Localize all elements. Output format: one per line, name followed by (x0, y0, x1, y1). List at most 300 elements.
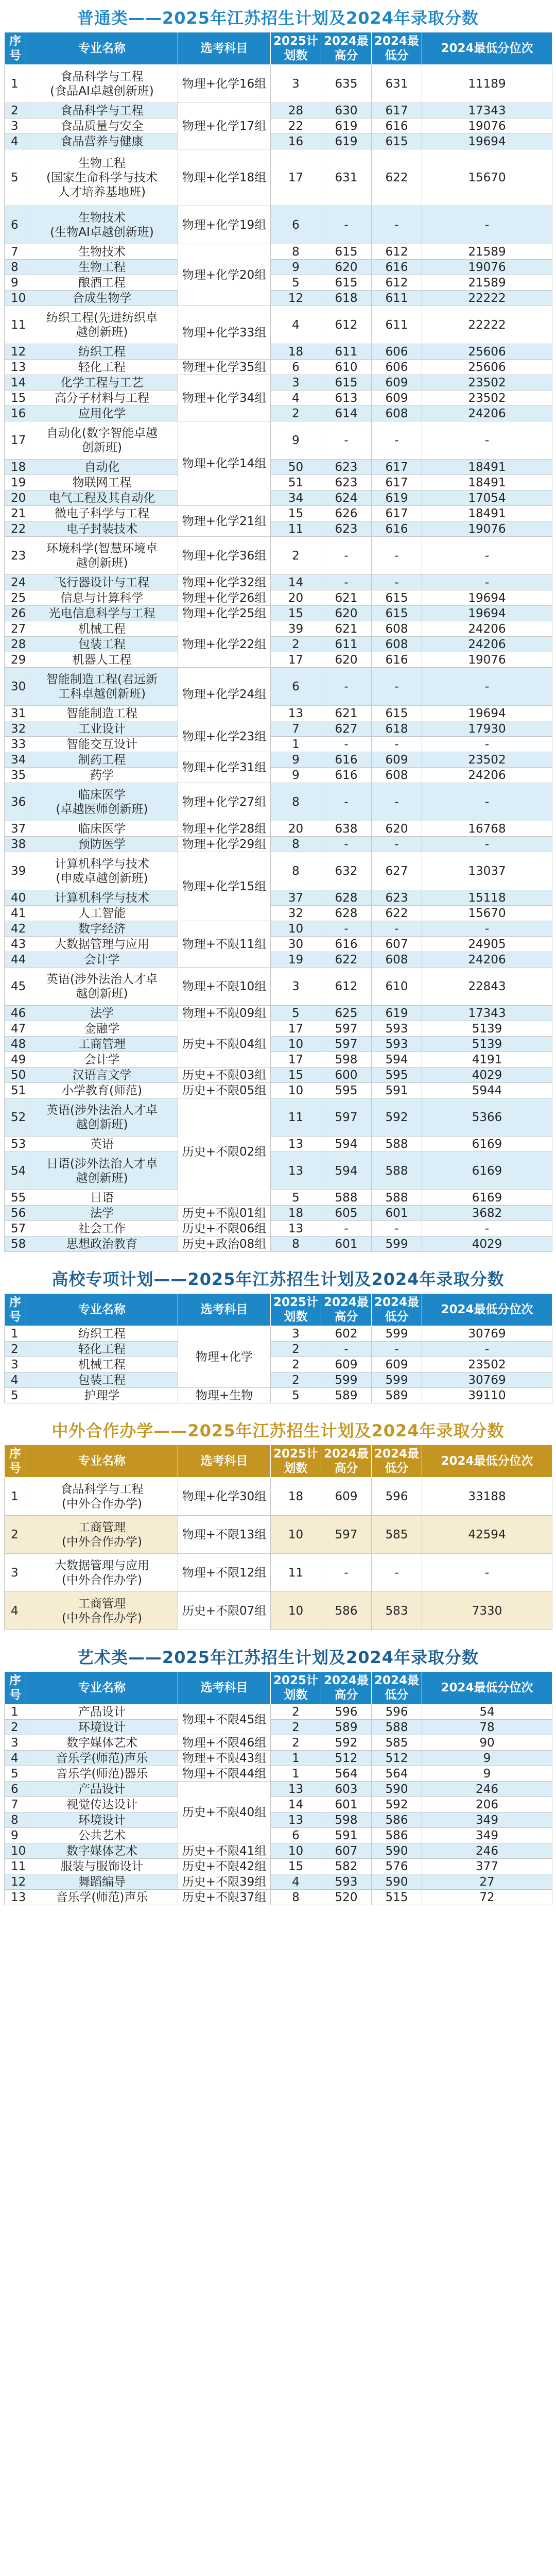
table-row (5, 952, 552, 968)
cell-min: 608 (372, 406, 422, 421)
section-title: 艺术类——2025年江苏招生计划及2024年录取分数 (77, 1648, 479, 1667)
cell-plan: 15 (271, 1067, 321, 1083)
cell-plan: 5 (271, 1006, 321, 1021)
table-row (5, 490, 552, 506)
table-row (5, 1843, 552, 1859)
cell-plan: 2 (271, 537, 321, 575)
cell-subject: 历史+不限03组 (178, 1067, 271, 1083)
cell-major: 音乐学(师范)声乐 (26, 1751, 178, 1766)
cell-max: 598 (321, 1052, 372, 1067)
cell-max: - (321, 537, 372, 575)
table-row (5, 275, 552, 291)
cell-plan: 8 (271, 783, 321, 821)
cell-no: 1 (5, 1704, 26, 1720)
cell-no: 15 (5, 391, 26, 406)
cell-plan: 17 (271, 1021, 321, 1037)
cell-no: 4 (5, 1751, 26, 1766)
table-row (5, 1098, 552, 1137)
cell-rank: - (422, 575, 552, 590)
cell-subject: 物理+化学34组 (178, 375, 271, 421)
cell-plan: 13 (271, 1221, 321, 1236)
cell-subject: 历史+不限41组 (178, 1843, 271, 1859)
table-row (5, 1478, 552, 1516)
cell-no: 34 (5, 752, 26, 768)
table-row (5, 1357, 552, 1372)
cell-min: 515 (372, 1890, 422, 1905)
cell-max: 628 (321, 890, 372, 906)
cell-subject: 物理+化学33组 (178, 306, 271, 360)
cell-plan: 16 (271, 134, 321, 149)
cell-rank: 24206 (422, 768, 552, 783)
cell-subject: 物理+化学29组 (178, 837, 271, 852)
cell-max: - (321, 1221, 372, 1236)
cell-plan: 9 (271, 421, 321, 460)
cell-no: 53 (5, 1137, 26, 1152)
cell-no: 46 (5, 1006, 26, 1021)
cell-max: 635 (321, 65, 372, 103)
cell-plan: 4 (271, 1874, 321, 1890)
cell-no: 7 (5, 244, 26, 260)
table-row (5, 890, 552, 906)
header-min: 2024最低分 (372, 1445, 422, 1478)
header-subject: 选考科目 (178, 1445, 271, 1478)
cell-no: 12 (5, 344, 26, 360)
table-row (5, 1137, 552, 1152)
cell-plan: 22 (271, 118, 321, 134)
cell-plan: 9 (271, 752, 321, 768)
cell-min: 622 (372, 149, 422, 206)
cell-plan: 6 (271, 1828, 321, 1843)
cell-no: 57 (5, 1221, 26, 1236)
cell-min: 609 (372, 391, 422, 406)
cell-major: 产品设计 (26, 1704, 178, 1720)
cell-major: 日语 (26, 1190, 178, 1206)
cell-no: 11 (5, 1859, 26, 1874)
cell-subject: 物理+不限09组 (178, 1006, 271, 1021)
cell-min: 606 (372, 360, 422, 375)
cell-max: 621 (321, 706, 372, 721)
header-max: 2024最高分 (321, 1672, 372, 1704)
cell-no: 5 (5, 149, 26, 206)
cell-rank: 19076 (422, 118, 552, 134)
cell-major: 纺织工程 (26, 1326, 178, 1342)
table-row (5, 1052, 552, 1067)
cell-major: 高分子材料与工程 (26, 391, 178, 406)
cell-subject: 物理+化学15组 (178, 852, 271, 921)
cell-subject: 物理+化学36组 (178, 537, 271, 575)
cell-min: 608 (372, 637, 422, 652)
cell-max: 619 (321, 118, 372, 134)
cell-major: 微电子科学与工程 (26, 506, 178, 521)
cell-plan: 32 (271, 906, 321, 921)
cell-major: 药学 (26, 768, 178, 783)
table-row (5, 968, 552, 1006)
score-table-art (4, 1671, 552, 1905)
cell-major: 电气工程及其自动化 (26, 490, 178, 506)
cell-max: 624 (321, 490, 372, 506)
table-row (5, 1874, 552, 1890)
cell-max: 620 (321, 260, 372, 275)
table-row (5, 1190, 552, 1206)
cell-min: 588 (372, 1190, 422, 1206)
cell-rank: 22843 (422, 968, 552, 1006)
cell-major: 环境科学(智慧环境卓 越创新班) (26, 537, 178, 575)
cell-min: 611 (372, 291, 422, 306)
cell-max: 628 (321, 906, 372, 921)
cell-min: - (372, 206, 422, 244)
cell-min: 599 (372, 1372, 422, 1388)
table-row (5, 1704, 552, 1720)
cell-major: 大数据管理与应用 (26, 937, 178, 952)
cell-major: 音乐学(师范)声乐 (26, 1890, 178, 1905)
cell-no: 32 (5, 721, 26, 737)
cell-subject: 物理+化学18组 (178, 149, 271, 206)
cell-min: - (372, 1554, 422, 1592)
cell-rank: 19694 (422, 590, 552, 606)
cell-rank: 24206 (422, 621, 552, 637)
cell-no: 55 (5, 1190, 26, 1206)
cell-min: 576 (372, 1859, 422, 1874)
cell-min: 617 (372, 460, 422, 475)
cell-plan: 20 (271, 821, 321, 837)
cell-major: 食品科学与工程 (食品AI卓越创新班) (26, 65, 178, 103)
cell-plan: 15 (271, 606, 321, 621)
cell-plan: 10 (271, 1843, 321, 1859)
cell-major: 小学教育(师范) (26, 1083, 178, 1098)
table-row (5, 537, 552, 575)
cell-max: 620 (321, 606, 372, 621)
cell-rank: 246 (422, 1843, 552, 1859)
cell-rank: 5139 (422, 1021, 552, 1037)
cell-no: 54 (5, 1152, 26, 1190)
cell-plan: 34 (271, 490, 321, 506)
table-row (5, 1812, 552, 1828)
table-row (5, 937, 552, 952)
cell-major: 信息与计算科学 (26, 590, 178, 606)
header-no: 序号 (5, 1445, 26, 1478)
cell-rank: 13037 (422, 852, 552, 890)
cell-no: 39 (5, 852, 26, 890)
table-row (5, 1388, 552, 1403)
cell-major: 食品质量与安全 (26, 118, 178, 134)
cell-max: 621 (321, 590, 372, 606)
cell-max: - (321, 837, 372, 852)
cell-rank: 30769 (422, 1372, 552, 1388)
cell-plan: 28 (271, 103, 321, 118)
table-row (5, 1021, 552, 1037)
cell-no: 6 (5, 1782, 26, 1797)
cell-rank: 24206 (422, 637, 552, 652)
cell-major: 机械工程 (26, 621, 178, 637)
cell-rank: 7330 (422, 1592, 552, 1630)
cell-plan: 14 (271, 1797, 321, 1812)
header-min: 2024最低分 (372, 1672, 422, 1704)
cell-min: 615 (372, 590, 422, 606)
table-row (5, 1592, 552, 1630)
table-row (5, 118, 552, 134)
table-row (5, 306, 552, 344)
cell-max: 595 (321, 1083, 372, 1098)
table-row (5, 1554, 552, 1592)
cell-rank: 19694 (422, 606, 552, 621)
cell-rank: 5944 (422, 1083, 552, 1098)
cell-rank: 23502 (422, 1357, 552, 1372)
cell-subject: 历史+不限40组 (178, 1782, 271, 1843)
table-row (5, 260, 552, 275)
table-row (5, 652, 552, 668)
table-row (5, 821, 552, 837)
cell-max: 616 (321, 937, 372, 952)
cell-max: 615 (321, 244, 372, 260)
header-major: 专业名称 (26, 1294, 178, 1326)
cell-no: 10 (5, 1843, 26, 1859)
table-row (5, 1720, 552, 1735)
cell-max: 625 (321, 1006, 372, 1021)
cell-rank: - (422, 1554, 552, 1592)
cell-min: 609 (372, 375, 422, 391)
cell-max: 631 (321, 149, 372, 206)
table-row (5, 852, 552, 890)
cell-max: 623 (321, 460, 372, 475)
table-row (5, 521, 552, 537)
table-row (5, 1751, 552, 1766)
cell-max: 586 (321, 1592, 372, 1630)
cell-max: 612 (321, 306, 372, 344)
cell-no: 8 (5, 1812, 26, 1828)
cell-max: 594 (321, 1152, 372, 1190)
table-row (5, 244, 552, 260)
cell-max: 609 (321, 1357, 372, 1372)
cell-plan: 13 (271, 1137, 321, 1152)
cell-plan: 4 (271, 306, 321, 344)
cell-subject: 历史+不限06组 (178, 1221, 271, 1236)
cell-plan: 2 (271, 1357, 321, 1372)
cell-max: 613 (321, 391, 372, 406)
cell-no: 2 (5, 1516, 26, 1554)
cell-plan: 20 (271, 590, 321, 606)
cell-major: 英语(涉外法治人才卓 越创新班) (26, 1098, 178, 1137)
cell-rank: 15670 (422, 149, 552, 206)
cell-no: 50 (5, 1067, 26, 1083)
cell-plan: 12 (271, 291, 321, 306)
cell-no: 3 (5, 1735, 26, 1751)
table-row (5, 590, 552, 606)
cell-no: 20 (5, 490, 26, 506)
cell-rank: 6169 (422, 1190, 552, 1206)
cell-subject: 物理+不限43组 (178, 1751, 271, 1766)
cell-min: 590 (372, 1782, 422, 1797)
cell-rank: - (422, 921, 552, 937)
cell-no: 47 (5, 1021, 26, 1037)
cell-plan: 10 (271, 921, 321, 937)
cell-min: 615 (372, 606, 422, 621)
cell-max: - (321, 668, 372, 706)
cell-no: 3 (5, 1357, 26, 1372)
cell-no: 2 (5, 1342, 26, 1357)
cell-subject: 物理+化学27组 (178, 783, 271, 821)
cell-min: 607 (372, 937, 422, 952)
cell-subject: 物理+化学25组 (178, 606, 271, 621)
cell-max: 597 (321, 1516, 372, 1554)
cell-major: 食品营养与健康 (26, 134, 178, 149)
cell-major: 数字媒体艺术 (26, 1843, 178, 1859)
cell-major: 大数据管理与应用 (中外合作办学) (26, 1554, 178, 1592)
cell-plan: 13 (271, 1782, 321, 1797)
cell-max: 600 (321, 1067, 372, 1083)
cell-min: 609 (372, 1357, 422, 1372)
cell-plan: 2 (271, 1342, 321, 1357)
cell-no: 33 (5, 737, 26, 752)
cell-max: - (321, 1554, 372, 1592)
cell-major: 智能制造工程(君远新 工科卓越创新班) (26, 668, 178, 706)
cell-major: 音乐学(师范)器乐 (26, 1766, 178, 1782)
cell-major: 机械工程 (26, 1357, 178, 1372)
cell-max: - (321, 737, 372, 752)
table-row (5, 1828, 552, 1843)
cell-rank: 27 (422, 1874, 552, 1890)
cell-no: 26 (5, 606, 26, 621)
cell-plan: 2 (271, 1704, 321, 1720)
cell-subject: 物理+不限45组 (178, 1704, 271, 1735)
cell-plan: 6 (271, 360, 321, 375)
cell-no: 13 (5, 1890, 26, 1905)
cell-max: 601 (321, 1236, 372, 1252)
cell-rank: 23502 (422, 391, 552, 406)
cell-subject: 物理+化学16组 (178, 65, 271, 103)
cell-subject: 历史+不限04组 (178, 1021, 271, 1067)
cell-max: 597 (321, 1037, 372, 1052)
header-min: 2024最低分 (372, 1294, 422, 1326)
cell-rank: 6169 (422, 1152, 552, 1190)
cell-subject: 物理+化学22组 (178, 621, 271, 668)
cell-max: 632 (321, 852, 372, 890)
cell-plan: 2 (271, 1735, 321, 1751)
header-no: 序号 (5, 1294, 26, 1326)
cell-plan: 2 (271, 637, 321, 652)
table-row (5, 921, 552, 937)
cell-no: 5 (5, 1766, 26, 1782)
cell-plan: 51 (271, 475, 321, 490)
cell-plan: 5 (271, 275, 321, 291)
cell-min: 623 (372, 890, 422, 906)
cell-major: 应用化学 (26, 406, 178, 421)
cell-plan: 17 (271, 149, 321, 206)
cell-min: - (372, 1221, 422, 1236)
cell-major: 产品设计 (26, 1782, 178, 1797)
cell-no: 48 (5, 1037, 26, 1052)
cell-min: 599 (372, 1236, 422, 1252)
table-row (5, 206, 552, 244)
cell-max: 623 (321, 521, 372, 537)
cell-min: 588 (372, 1152, 422, 1190)
cell-subject: 历史+不限07组 (178, 1592, 271, 1630)
header-plan: 2025计划数 (271, 1672, 321, 1704)
cell-max: 594 (321, 1137, 372, 1152)
cell-major: 环境设计 (26, 1720, 178, 1735)
table-row (5, 1067, 552, 1083)
table-row (5, 134, 552, 149)
cell-rank: 19076 (422, 260, 552, 275)
cell-rank: 5139 (422, 1037, 552, 1052)
table-row (5, 391, 552, 406)
cell-plan: 8 (271, 837, 321, 852)
cell-plan: 8 (271, 1236, 321, 1252)
cell-plan: 10 (271, 1083, 321, 1098)
cell-min: 591 (372, 1083, 422, 1098)
cell-max: 603 (321, 1782, 372, 1797)
cell-no: 18 (5, 460, 26, 475)
cell-plan: 3 (271, 968, 321, 1006)
cell-no: 1 (5, 1478, 26, 1516)
table-row (5, 65, 552, 103)
cell-max: - (321, 206, 372, 244)
cell-rank: 90 (422, 1735, 552, 1751)
cell-rank: 25606 (422, 344, 552, 360)
cell-major: 机器人工程 (26, 652, 178, 668)
cell-rank: - (422, 1342, 552, 1357)
cell-no: 51 (5, 1083, 26, 1098)
cell-plan: 10 (271, 1592, 321, 1630)
cell-subject: 历史+不限42组 (178, 1859, 271, 1874)
cell-major: 智能制造工程 (26, 706, 178, 721)
cell-plan: 1 (271, 1766, 321, 1782)
cell-subject: 物理+不限13组 (178, 1516, 271, 1554)
cell-subject: 物理+化学23组 (178, 721, 271, 752)
cell-min: 589 (372, 1388, 422, 1403)
cell-major: 工商管理 (中外合作办学) (26, 1516, 178, 1554)
cell-min: 599 (372, 1326, 422, 1342)
cell-major: 工商管理 (26, 1037, 178, 1052)
header-major: 专业名称 (26, 1672, 178, 1704)
cell-min: 585 (372, 1735, 422, 1751)
cell-no: 21 (5, 506, 26, 521)
cell-major: 制药工程 (26, 752, 178, 768)
header-max: 2024最高分 (321, 1294, 372, 1326)
cell-rank: 4191 (422, 1052, 552, 1067)
cell-no: 1 (5, 1326, 26, 1342)
cell-subject: 物理+化学26组 (178, 590, 271, 606)
cell-min: 608 (372, 621, 422, 637)
cell-major: 公共艺术 (26, 1828, 178, 1843)
cell-major: 临床医学 (卓越医师创新班) (26, 783, 178, 821)
cell-subject: 历史+不限02组 (178, 1098, 271, 1206)
cell-plan: 1 (271, 1751, 321, 1766)
cell-subject: 物理+不限11组 (178, 921, 271, 968)
cell-subject: 历史+不限05组 (178, 1083, 271, 1098)
cell-min: 592 (372, 1098, 422, 1137)
table-row (5, 1342, 552, 1357)
cell-rank: 9 (422, 1766, 552, 1782)
cell-rank: 17054 (422, 490, 552, 506)
cell-major: 护理学 (26, 1388, 178, 1403)
table-row (5, 606, 552, 621)
header-no: 序号 (5, 32, 26, 65)
cell-subject: 物理+化学14组 (178, 421, 271, 506)
table-row (5, 1083, 552, 1098)
table-row (5, 149, 552, 206)
cell-max: 615 (321, 375, 372, 391)
cell-no: 35 (5, 768, 26, 783)
score-table-general (4, 32, 552, 1252)
cell-min: 588 (372, 1720, 422, 1735)
cell-plan: 30 (271, 937, 321, 952)
cell-no: 36 (5, 783, 26, 821)
cell-subject: 物理+化学20组 (178, 244, 271, 306)
cell-no: 27 (5, 621, 26, 637)
cell-rank: 15670 (422, 906, 552, 921)
header-max: 2024最高分 (321, 32, 372, 65)
cell-min: 594 (372, 1052, 422, 1067)
